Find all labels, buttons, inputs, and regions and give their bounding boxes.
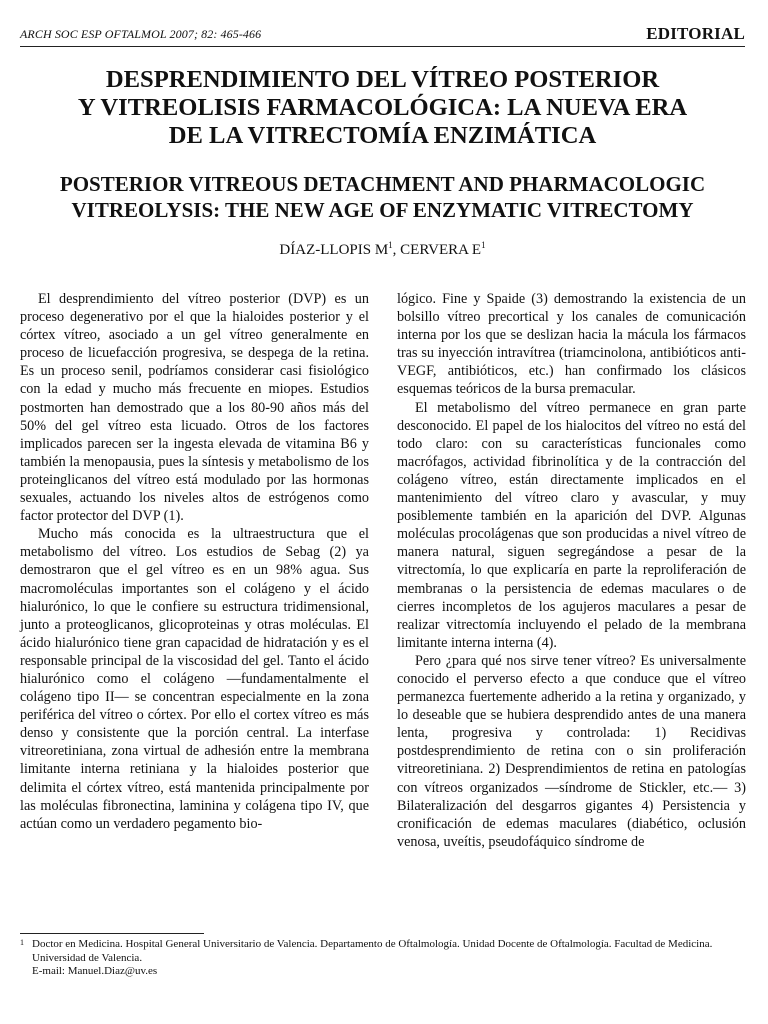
english-title-line-2: VITREOLYSIS: THE NEW AGE OF ENZYMATIC VITRECTOMY [71, 198, 694, 222]
body-paragraph: Pero ¿para qué nos sirve tener vítreo? Es universalmente conocido el perverso efecto a que conduce que el vítreo permanezca fuertemente adherido a la retina y organizado, y lo deseable que se hubiera desprendido antes de una manera lenta, progresiva y controlada: 1) Recidivas postdesprendimiento de retina con o sin proliferación vitreoretiniana. 2) Desprendimientos de retina en patologías con vítreos organizados —síndrome de Stickler, etc.— 3) Bilateralización del desgarros gigantes 4) Persistencia y cronificación de edemas maculares (diabético, oclusión venosa, uveítis, pseudofáquico síndrome de [397, 652, 746, 850]
journal-citation: ARCH SOC ESP OFTALMOL 2007; 82: 465-466 [20, 27, 262, 41]
affiliation-mark: 1 [481, 240, 486, 250]
author-list [20, 242, 745, 259]
footnote-mark: 1 [20, 938, 24, 947]
text-column-left [20, 290, 369, 833]
affiliation-mark: 1 [388, 240, 393, 250]
spanish-title-line-3: DE LA VITRECTOMÍA ENZIMÁTICA [168, 122, 597, 149]
author-name: DÍAZ-LLOPIS M [279, 242, 389, 258]
section-label: EDITORIAL [646, 24, 745, 43]
body-paragraph: lógico. Fine y Spaide (3) demostrando la existencia de un bolsillo vítreo precortical y los canales de comunicación interna por los que se deslizan hacia la mácula los fármacos tras su inyección intravítrea (triamcinolona, antibióticos anti-VEGF, antibióticos, etc.) han confirmado los clásicos esquemas teóricos de la bursa premacular. [397, 291, 746, 398]
author-separator: , [392, 242, 401, 258]
footnote [20, 938, 745, 979]
body-paragraph: El desprendimiento del vítreo posterior (DVP) es un proceso degenerativo por el que la hialoides posterior y el córtex vítreo, asociado a un gel vítreo generalmente en proceso de licuefacción progresiva, se despega de la retina. Es un proceso senil, podríamos considerar casi fisiológico con la edad y mucho más frecuente en miopes. Estudios postmorten han demostrado que a los 80-90 años más del 50% del gel vítreo esta licuado. Otros de los factores implicados parecen ser la ingesta elevada de vitamina B6 y también la menopausia, pues la síntesis y metabolismo de los proteinglicanos del vítreo está modulado por las hormonas sexuales, actuando los niveles altos de estrógenos como factor protector del DVP (1). [20, 291, 369, 525]
spanish-title-line-2: Y VITREOLISIS FARMACOLÓGICA: LA NUEVA ERA [77, 94, 688, 121]
footnote-affiliation: Doctor en Medicina. Hospital General Universitario de Valencia. Departamento de Oftalmología. Unidad Docente de Oftalmología. Facultad de Medicina. Universidad de Valencia. [32, 938, 713, 964]
body-paragraph: Mucho más conocida es la ultraestructura que el metabolismo del vítreo. Los estudios de Sebag (2) ya demostraron que el gel vítreo es en un 98% agua. Sus macromoléculas importantes son el colágeno y el ácido hialurónico, lo que le confiere su estructura tridimensional, junto a proteoglicanos, glicoproteinas y otras moléculas. El ácido hialurónico tiene gran capacidad de hidratación y es el responsable principal de la viscosidad del gel. Tanto el ácido hialurónico como el colágeno —fundamentalmente el colágeno tipo II— se concentran especialmente en la zona periférica del vítreo o córtex. Por ello el cortex vítreo es más denso y consistente que la porción central. La interfase vitreoretiniana, zona virtual de adhesión entre la membrana limitante interna retiniana y la hialoides posterior que delimita el córtex vítreo, está mantenida principalmente por las moléculas fibronectina, laminina y colágena tipo IV, que actúan como un verdadero pegamento bio- [20, 526, 369, 832]
text-column-right [397, 290, 746, 851]
header-divider [20, 46, 745, 47]
spanish-title [20, 66, 745, 150]
english-title-line-1: POSTERIOR VITREOUS DETACHMENT AND PHARMACOLOGIC [59, 172, 706, 196]
body-paragraph: El metabolismo del vítreo permanece en gran parte desconocido. El papel de los hialocitos del vítreo no está del todo claro: con su características funcionales como macrófagos, actividad fibrinolítica y de la contracción del colágeno vítreo, están directamente implicados en el mantenimiento del vítreo claro y avascular, y muy posiblemente también en la aparición del DVP. Algunas moléculas procolágenas que son producidas a nivel vítreo de manera natural, siguen segregándose a pesar de la vitrectomía, lo que explicaría en parte la reproliferación de membranas o la persistencia de edemas maculares o de cierres incompletos de los agujeros maculares a pesar de realizar vitrectomía incluyendo el pelado de la membrana limitante interna interna (4). [397, 399, 746, 651]
footnote-email: E-mail: Manuel.Diaz@uv.es [32, 965, 158, 978]
english-title [20, 171, 745, 223]
footnote-divider [20, 933, 204, 934]
spanish-title-line-1: DESPRENDIMIENTO DEL VÍTREO POSTERIOR [105, 66, 660, 93]
author-name: CERVERA E [400, 242, 482, 258]
